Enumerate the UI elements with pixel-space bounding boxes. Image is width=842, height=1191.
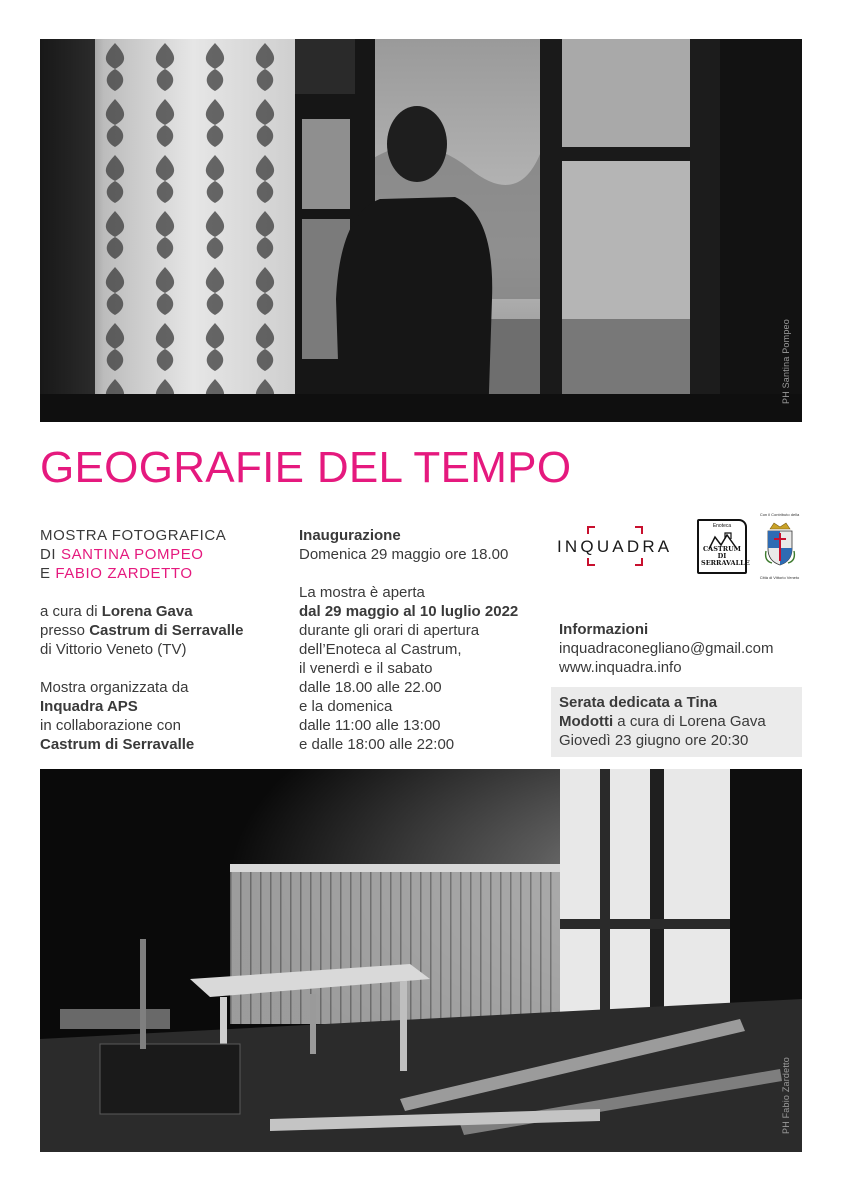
contact-info bbox=[559, 620, 774, 677]
inauguration-label: Inaugurazione bbox=[299, 527, 401, 544]
special-evening-box bbox=[551, 687, 802, 757]
info-label: Informazioni bbox=[559, 621, 649, 638]
organizer-label: Mostra organizzata da bbox=[40, 679, 189, 696]
collaboration-label: in collaborazione con bbox=[40, 717, 181, 734]
castrum-logo bbox=[697, 519, 750, 574]
hours-line: durante gli orari di apertura bbox=[299, 622, 480, 639]
castrum-logo-small: Enoteca bbox=[712, 523, 732, 529]
hours-line: dalle 18.00 alle 22.00 bbox=[299, 679, 442, 696]
city-logo-top-text: Con il Contributo della bbox=[759, 512, 800, 517]
special-evening-line bbox=[559, 712, 802, 731]
artist-line-1 bbox=[40, 545, 243, 564]
collaboration-name: Castrum di Serravalle bbox=[40, 736, 195, 753]
organizer-name: Inquadra APS bbox=[40, 698, 138, 715]
website-link[interactable]: www.inquadra.info bbox=[559, 659, 682, 676]
exhibition-type: MOSTRA FOTOGRAFICA bbox=[40, 527, 227, 544]
venue-city: di Vittorio Veneto (TV) bbox=[40, 641, 187, 658]
exhibition-details bbox=[40, 526, 243, 754]
inauguration-date: Domenica 29 maggio ore 18.00 bbox=[299, 546, 509, 563]
artist-santina-pompeo: SANTINA POMPEO bbox=[60, 546, 204, 563]
venue-name: Castrum di Serravalle bbox=[89, 622, 244, 639]
photo-credit-top: PH Santina Pompeo bbox=[781, 319, 791, 404]
hours-line: dalle 11:00 alle 13:00 bbox=[299, 717, 441, 734]
contact-email[interactable]: inquadraconegliano@gmail.com bbox=[559, 640, 774, 657]
hours-line: e la domenica bbox=[299, 698, 393, 715]
exhibition-title: GEOGRAFIE DEL TEMPO bbox=[40, 443, 572, 492]
venue-line bbox=[40, 621, 243, 640]
hours-line: e dalle 18:00 alle 22:00 bbox=[299, 736, 455, 753]
special-evening-curator: a cura di Lorena Gava bbox=[613, 713, 766, 730]
inquadra-logo bbox=[557, 526, 681, 566]
castrum-logo-text: CASTRUM DI SERRAVALLE bbox=[701, 545, 750, 567]
artist-fabio-zardetto: FABIO ZARDETTO bbox=[55, 565, 193, 582]
special-evening-name: Modotti bbox=[559, 713, 614, 730]
artist-line-2 bbox=[40, 564, 243, 583]
photo-santina-pompeo bbox=[40, 39, 802, 422]
schedule-details bbox=[299, 526, 518, 754]
abandoned-room-illustration bbox=[40, 769, 802, 1152]
special-evening-date: Giovedì 23 giugno ore 20:30 bbox=[559, 732, 749, 749]
open-dates: dal 29 maggio al 10 luglio 2022 bbox=[299, 603, 519, 620]
venue-prefix: presso bbox=[40, 622, 90, 639]
coat-of-arms-icon bbox=[764, 521, 796, 567]
open-label: La mostra è aperta bbox=[299, 584, 425, 601]
city-logo-bottom-text: Città di Vittorio Veneto bbox=[759, 575, 800, 580]
curator-line bbox=[40, 602, 243, 621]
artist-prefix: DI bbox=[40, 546, 61, 563]
artist-prefix: E bbox=[40, 565, 56, 582]
curator-name: Lorena Gava bbox=[101, 603, 193, 620]
special-evening-title: Serata dedicata a Tina bbox=[559, 694, 718, 711]
photo-fabio-zardetto bbox=[40, 769, 802, 1152]
hours-line: dell’Enoteca al Castrum, bbox=[299, 641, 462, 658]
hours-line: il venerdì e il sabato bbox=[299, 660, 433, 677]
photo-credit-bottom: PH Fabio Zardetto bbox=[781, 1057, 791, 1134]
inquadra-logo-text: INQUADRA bbox=[557, 537, 673, 556]
window-scene-illustration bbox=[40, 39, 802, 422]
city-coat-of-arms bbox=[757, 512, 802, 582]
curator-prefix: a cura di bbox=[40, 603, 102, 620]
